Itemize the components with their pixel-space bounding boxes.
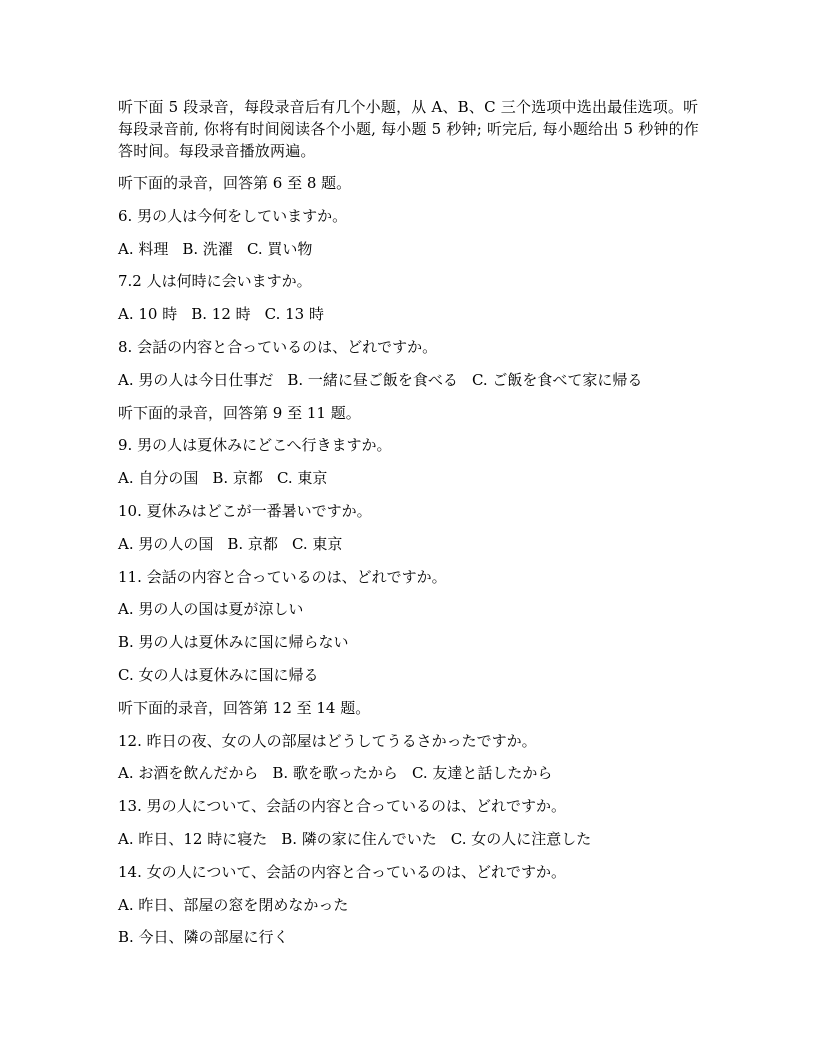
answer-option: C. 友達と話したから [411, 764, 553, 783]
answer-option: A. お酒を飲んだから [118, 764, 259, 783]
answer-option: A. 自分の国 [118, 469, 199, 488]
answer-option: B. 洗濯 [182, 239, 233, 258]
answer-option: B. 今日、隣の部屋に行く [118, 928, 289, 947]
answer-option: C. 女の人に注意した [450, 829, 592, 848]
question-list [118, 172, 708, 948]
answer-option: B. 男の人は夏休みに国に帰らない [118, 633, 349, 652]
options-row [118, 303, 708, 325]
options-row [118, 533, 708, 555]
question-text: 10. 夏休みはどこが一番暑いですか。 [118, 501, 372, 520]
document-content [118, 96, 708, 959]
question-text: 7.2 人は何時に会いますか。 [118, 272, 312, 291]
question-text: 13. 男の人について、会話の内容と合っているのは、どれですか。 [118, 797, 567, 816]
answer-option: A. 10 時 [118, 305, 178, 324]
options-row [118, 467, 708, 489]
answer-option: B. 一緒に昼ご飯を食べる [287, 370, 458, 389]
section-instructions: 听下面 5 段录音，每段录音后有几个小题，从 A、B、C 三个选项中选出最佳选项。听每段录音前, 你将有时间阅读各个小题, 每小题 5 秒钟; 听完后, 每小题给出 5 秒钟的作答时间。每段录音播放两遍。 [118, 98, 699, 160]
question-text: 8. 会話の内容と合っているのは、どれですか。 [118, 337, 438, 356]
question-text: 6. 男の人は今何をしていますか。 [118, 206, 348, 225]
question-text: 11. 会話の内容と合っているのは、どれですか。 [118, 567, 447, 586]
answer-option: B. 京都 [227, 534, 278, 553]
answer-option: C. 東京 [291, 534, 343, 553]
options-row [118, 369, 708, 391]
answer-option: C. 13 時 [264, 305, 324, 324]
section-instruction: 听下面的录音，回答第 6 至 8 题。 [118, 174, 352, 192]
answer-option: A. 昨日、12 時に寝た [118, 829, 268, 848]
answer-option: A. 男の人の国 [118, 534, 214, 553]
answer-option: A. 料理 [118, 239, 169, 258]
answer-option: C. 東京 [276, 469, 328, 488]
answer-option: A. 男の人の国は夏が涼しい [118, 600, 304, 619]
answer-option: C. 女の人は夏休みに国に帰る [118, 665, 319, 684]
question-text: 9. 男の人は夏休みにどこへ行きますか。 [118, 436, 392, 455]
answer-option: C. ご飯を食べて家に帰る [471, 370, 643, 389]
options-row [118, 238, 708, 260]
answer-option: B. 12 時 [191, 305, 251, 324]
question-text: 14. 女の人について、会話の内容と合っているのは、どれですか。 [118, 862, 567, 881]
answer-option: B. 隣の家に住んでいた [281, 829, 437, 848]
section-instruction: 听下面的录音，回答第 9 至 11 题。 [118, 403, 361, 422]
section-instruction: 听下面的录音，回答第 12 至 14 题。 [118, 698, 371, 717]
answer-option: B. 歌を歌ったから [272, 764, 398, 783]
answer-option: A. 男の人は今日仕事だ [118, 370, 274, 389]
answer-option: C. 買い物 [246, 239, 313, 258]
question-text: 12. 昨日の夜、女の人の部屋はどうしてうるさかったですか。 [118, 731, 537, 750]
options-row [118, 762, 708, 784]
answer-option: B. 京都 [212, 469, 263, 488]
options-row [118, 828, 708, 850]
answer-option: A. 昨日、部屋の窓を閉めなかった [118, 895, 349, 914]
